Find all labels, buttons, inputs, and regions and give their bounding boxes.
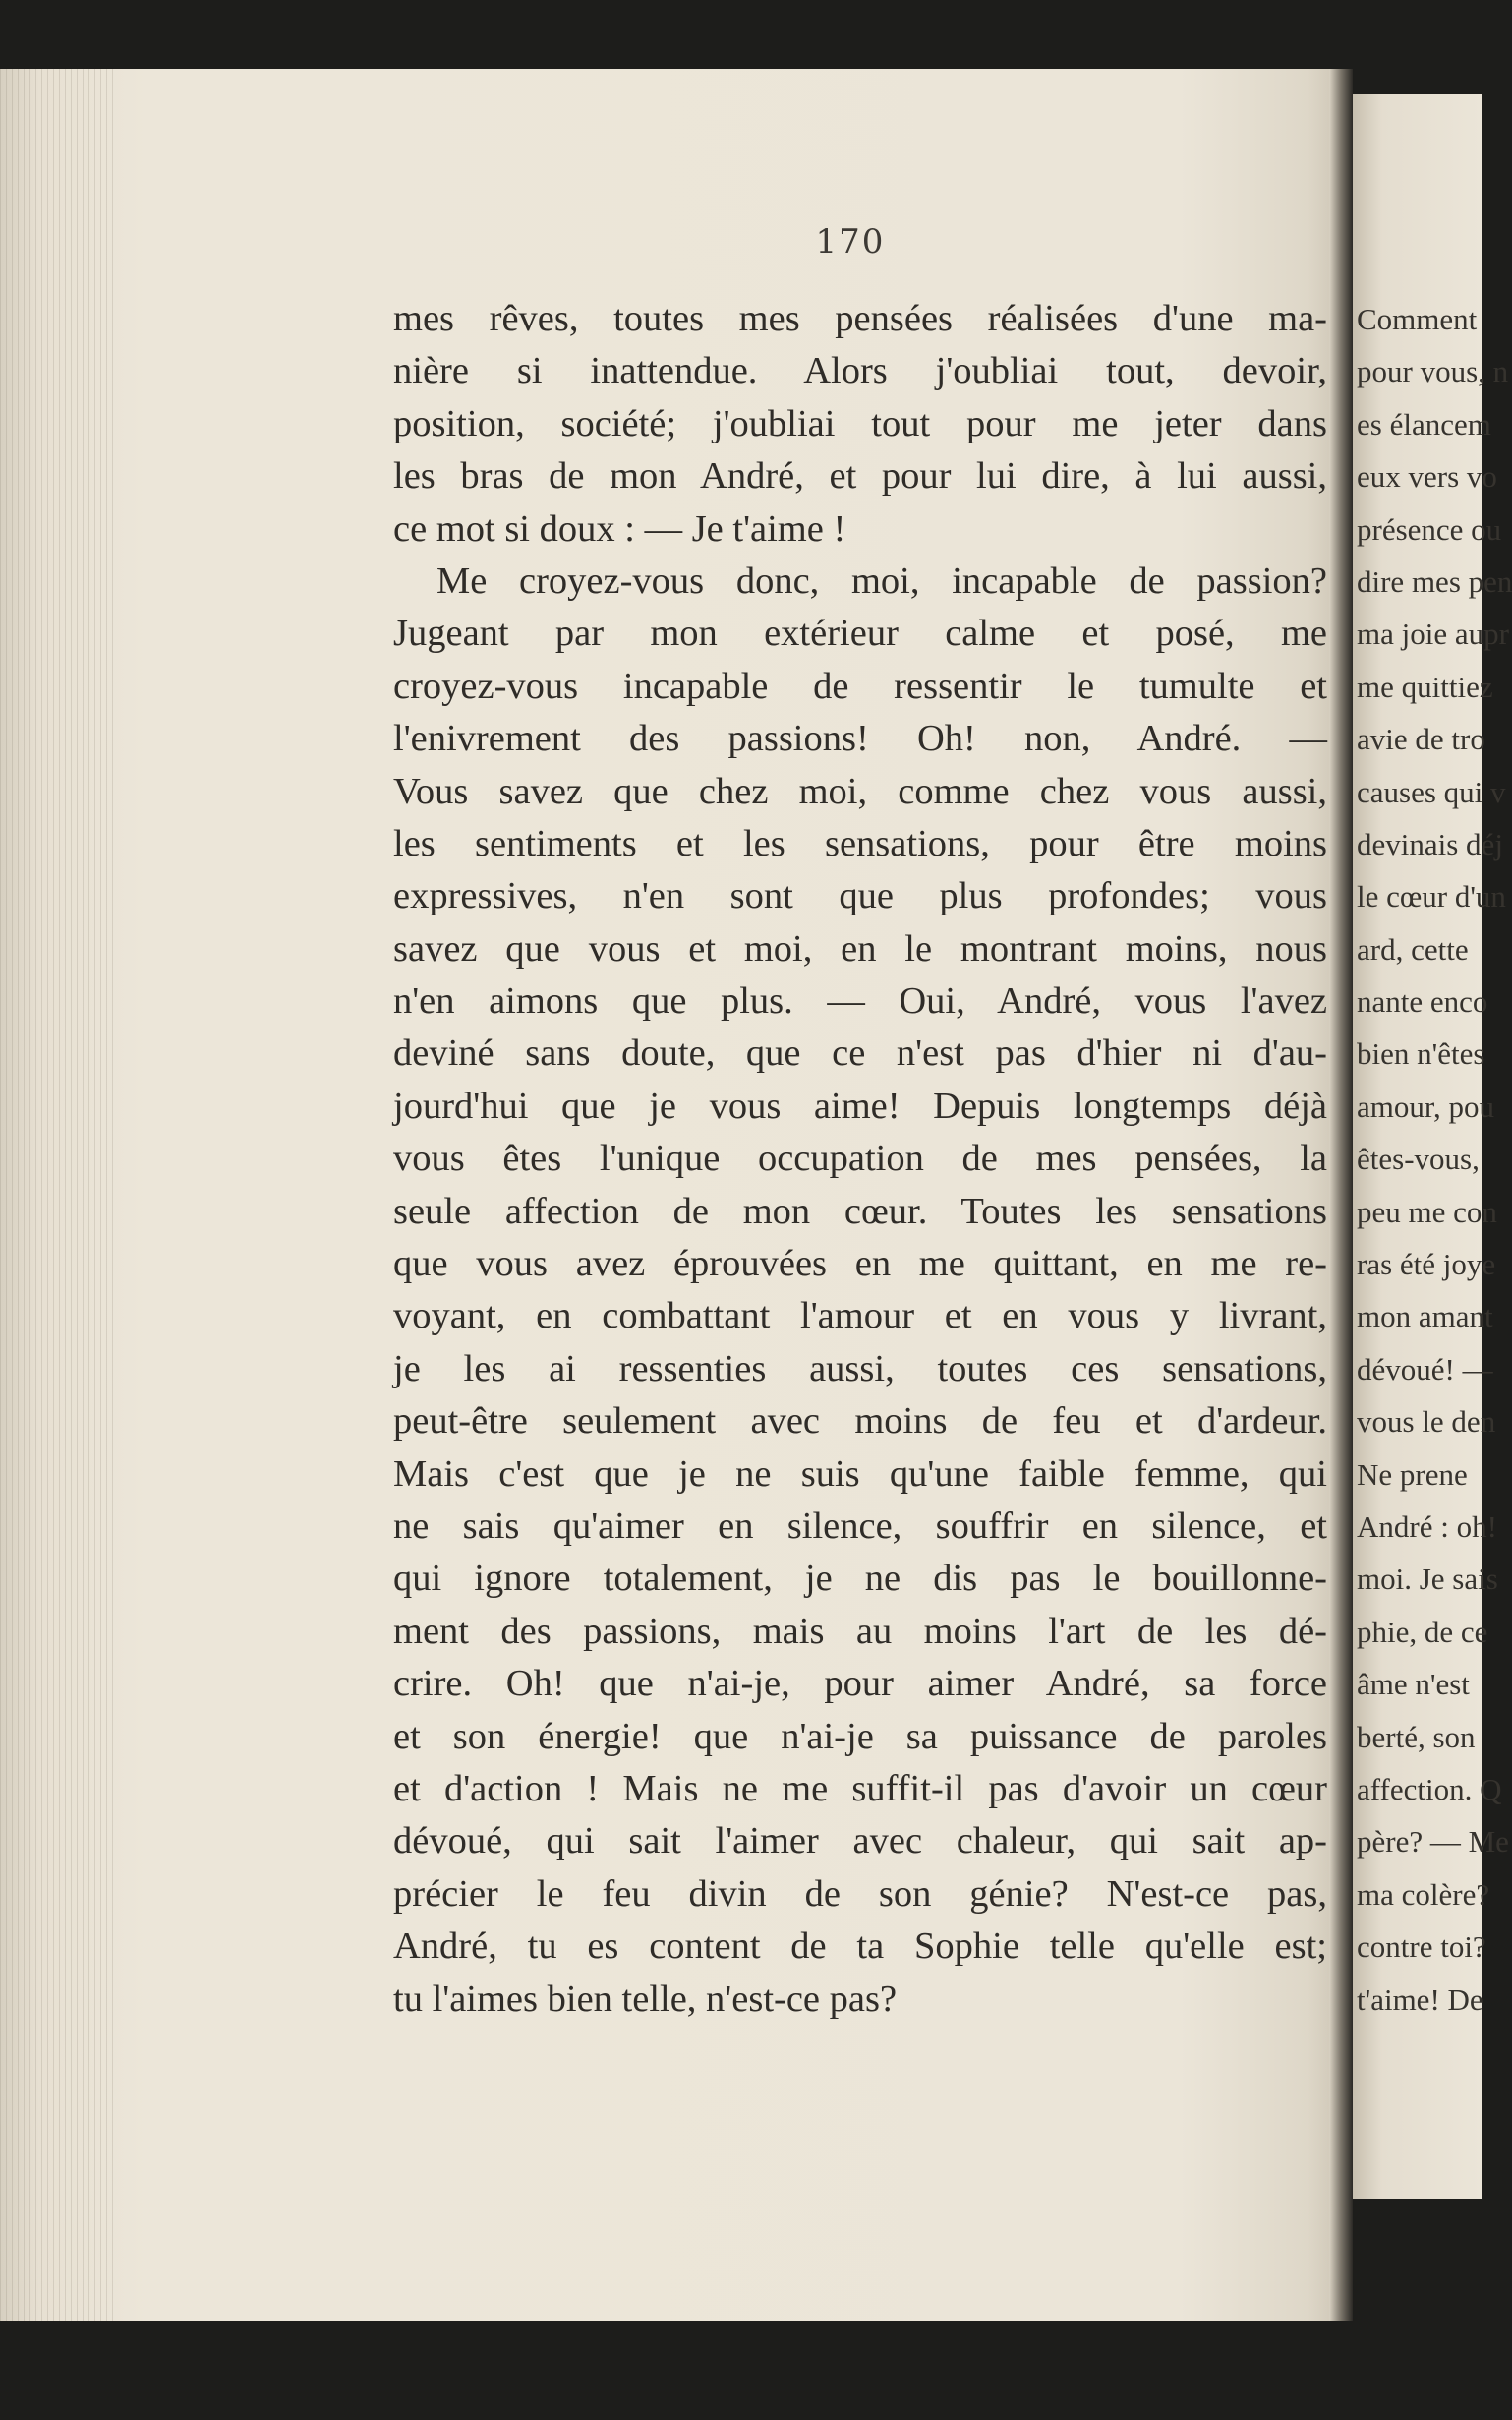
text-line: voyant, en combattant l'amour et en vous y livrant,	[393, 1295, 1327, 1337]
text-line: mes rêves, toutes mes pensées réalisées d'une ma-	[393, 298, 1327, 339]
text-line: les sentiments et les sensations, pour être moins	[393, 822, 1327, 864]
text-line: ard, cette	[1357, 931, 1469, 967]
text-line: qui ignore totalement, je ne dis pas le bouillonne-	[393, 1558, 1327, 1600]
text-line: père? — Me	[1357, 1824, 1509, 1859]
text-line: dévoué! —	[1357, 1351, 1493, 1387]
text-line: et d'action ! Mais ne me suffit-il pas d'avoir un cœur	[393, 1767, 1327, 1809]
text-line: êtes-vous,	[1357, 1142, 1480, 1177]
text-line: Mais c'est que je ne suis qu'une faible femme, qui	[393, 1452, 1327, 1495]
text-line: les bras de mon André, et pour lui dire, à lui aussi,	[393, 455, 1327, 498]
text-line: savez que vous et moi, en le montrant moins, nous	[393, 927, 1327, 970]
page-number: 170	[815, 222, 886, 262]
text-line: bien n'êtes	[1357, 1036, 1485, 1072]
text-line: présence ou	[1357, 511, 1502, 547]
text-line: dire mes pen	[1357, 563, 1512, 599]
right-page-text	[1357, 293, 1512, 2026]
text-line: ment des passions, mais au moins l'art de les dé-	[393, 1610, 1327, 1652]
left-page-text	[393, 293, 1327, 2026]
text-line: phie, de ce	[1357, 1614, 1488, 1649]
text-line: tu l'aimes bien telle, n'est-ce pas?	[393, 1977, 898, 2020]
text-line: ma joie aupr	[1357, 617, 1509, 652]
text-line: vous êtes l'unique occupation de mes pensées, la	[393, 1138, 1327, 1180]
text-line: affection. Q	[1357, 1771, 1502, 1806]
text-line: moi. Je sais	[1357, 1562, 1498, 1597]
text-line: pour vous, n	[1357, 354, 1509, 389]
text-line: deviné sans doute, que ce n'est pas d'hier ni d'au-	[393, 1033, 1327, 1075]
text-line: ne sais qu'aimer en silence, souffrir en silence, et	[393, 1505, 1327, 1547]
text-line: avie de tro	[1357, 722, 1485, 757]
text-line: précier le feu divin de son génie? N'est-ce pas,	[393, 1872, 1327, 1915]
text-line: nante enco	[1357, 984, 1488, 1020]
text-line: et son énergie! que n'ai-je sa puissance de paroles	[393, 1715, 1327, 1757]
text-line: vous le den	[1357, 1404, 1496, 1440]
text-line: je les ai ressenties aussi, toutes ces sensations,	[393, 1347, 1327, 1389]
text-line: jourd'hui que je vous aime! Depuis longtemps déjà	[393, 1085, 1327, 1127]
text-line: le cœur d'un	[1357, 879, 1506, 915]
text-line: Comment	[1357, 302, 1478, 336]
text-line: berté, son	[1357, 1719, 1476, 1754]
text-line: dévoué, qui sait l'aimer avec chaleur, qui sait ap-	[393, 1820, 1327, 1862]
text-line: eux vers vo	[1357, 459, 1497, 495]
right-page	[1353, 94, 1512, 2199]
text-line: peu me con	[1357, 1194, 1497, 1229]
text-line: Vous savez que chez moi, comme chez vous aussi,	[393, 770, 1327, 812]
text-line: causes qui v	[1357, 774, 1506, 809]
page-edge-stack	[0, 69, 118, 2321]
text-line: me quittiez	[1357, 669, 1493, 704]
text-line: Jugeant par mon extérieur calme et posé, me	[393, 613, 1327, 655]
text-line: ma colère?	[1357, 1876, 1490, 1912]
text-line: t'aime! De	[1357, 1981, 1483, 2017]
text-line: seule affection de mon cœur. Toutes les sensations	[393, 1190, 1327, 1232]
text-line: nière si inattendue. Alors j'oubliai tout, devoir,	[393, 350, 1327, 392]
text-line: contre toi?	[1357, 1929, 1486, 1965]
text-line: expressives, n'en sont que plus profondes; vous	[393, 875, 1327, 917]
text-line: que vous avez éprouvées en me quittant, en me re-	[393, 1243, 1327, 1285]
text-line: André : oh!	[1357, 1508, 1497, 1544]
book-gutter	[1329, 69, 1353, 2321]
text-line: l'enivrement des passions! Oh! non, André. —	[393, 718, 1327, 760]
text-line: es élancem	[1357, 406, 1491, 442]
text-line: ce mot si doux : — Je t'aime !	[393, 507, 846, 550]
text-line: croyez-vous incapable de ressentir le tumulte et	[393, 665, 1327, 707]
text-line: devinais déj	[1357, 826, 1503, 861]
text-line: Me croyez-vous donc, moi, incapable de passion?	[436, 560, 1327, 602]
text-line: ras été joye	[1357, 1247, 1496, 1282]
text-line: n'en aimons que plus. — Oui, André, vous l'avez	[393, 980, 1327, 1023]
text-line: position, société; j'oubliai tout pour me jeter dans	[393, 402, 1327, 444]
text-line: crire. Oh! que n'ai-je, pour aimer André, sa force	[393, 1663, 1327, 1705]
text-line: André, tu es content de ta Sophie telle qu'elle est;	[393, 1925, 1327, 1968]
text-line: peut-être seulement avec moins de feu et d'ardeur.	[393, 1400, 1327, 1443]
text-line: amour, pou	[1357, 1089, 1494, 1124]
text-line: mon amant	[1357, 1299, 1493, 1334]
text-line: Ne prene	[1357, 1456, 1468, 1492]
text-line: âme n'est	[1357, 1667, 1470, 1702]
